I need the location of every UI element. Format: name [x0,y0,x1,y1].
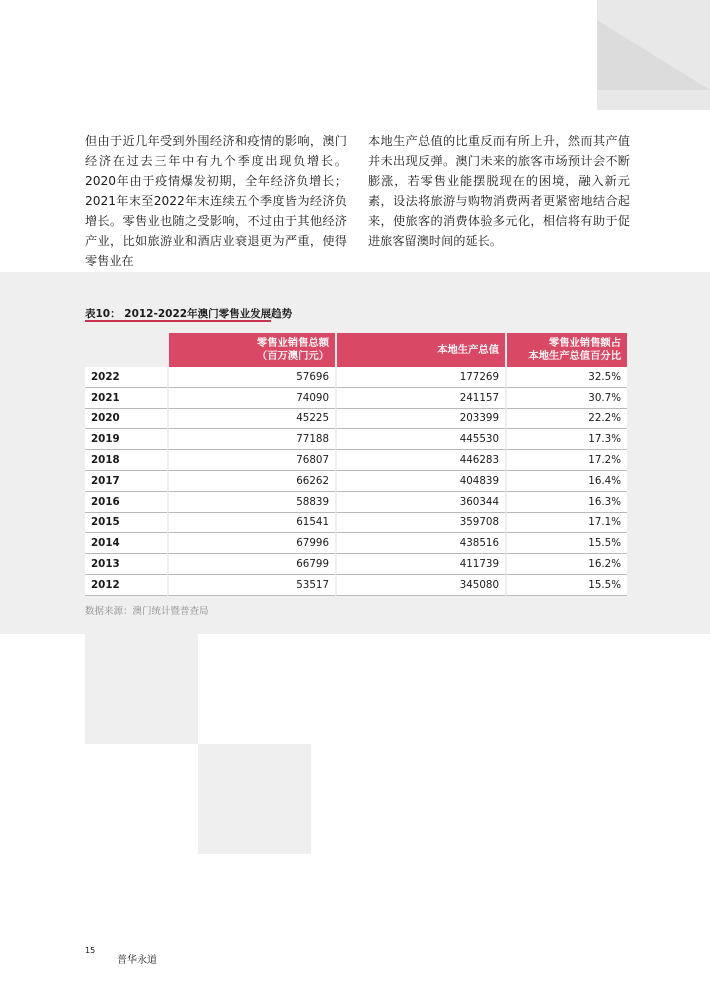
sales-cell: 57696 [167,367,335,388]
gdp-cell: 404839 [335,471,505,492]
sales-cell: 74090 [167,388,335,409]
gdp-cell: 359708 [335,513,505,534]
table-row [85,554,627,575]
sales-cell: 53517 [167,575,335,596]
retail-trend-table [85,333,627,596]
pct-cell: 17.3% [505,429,627,450]
gdp-cell: 177269 [335,367,505,388]
sales-cell: 45225 [167,409,335,430]
pct-cell: 32.5% [505,367,627,388]
table-row [85,367,627,388]
table-body [85,367,627,596]
table-row [85,429,627,450]
body-text-right: 本地生产总值的比重反而有所上升，然而其产值并未出现反弹。澳门未来的旅客市场预计会不断膨涨，若零售业能摆脱现在的困境，融入新元素，设法将旅游与购物消费两者更紧密地结合起来，使旅客的消费体验多元化，相信将有助于促进旅客留澳时间的延长。 [368,134,630,248]
year-cell: 2019 [85,429,167,450]
year-cell: 2018 [85,450,167,471]
gdp-cell: 360344 [335,492,505,513]
table-title: 表10： 2012-2022年澳门零售业发展趋势 [85,308,293,320]
gdp-cell: 445530 [335,429,505,450]
header-blank [85,333,167,367]
pct-cell: 22.2% [505,409,627,430]
corner-decoration-shade [597,20,710,90]
header-pct: 零售业销售额占 本地生产总值百分比 [505,333,627,367]
year-cell: 2017 [85,471,167,492]
sales-cell: 77188 [167,429,335,450]
pct-cell: 15.5% [505,533,627,554]
gdp-cell: 446283 [335,450,505,471]
header-sales: 零售业销售总额 （百万澳门元） [167,333,335,367]
year-cell: 2014 [85,533,167,554]
pct-cell: 17.1% [505,513,627,534]
year-cell: 2016 [85,492,167,513]
table-row [85,575,627,596]
table-row [85,492,627,513]
table-row [85,533,627,554]
gdp-cell: 241157 [335,388,505,409]
sales-cell: 61541 [167,513,335,534]
sales-cell: 66262 [167,471,335,492]
year-cell: 2013 [85,554,167,575]
table-row [85,388,627,409]
bottom-decoration-a [85,634,198,744]
sales-cell: 67996 [167,533,335,554]
gdp-cell: 203399 [335,409,505,430]
header-gdp: 本地生产总值 [335,333,505,367]
sales-cell: 76807 [167,450,335,471]
table-row [85,513,627,534]
brand-name: 普华永道 [117,955,157,966]
table-row [85,450,627,471]
table-row [85,409,627,430]
year-cell: 2022 [85,367,167,388]
year-cell: 2021 [85,388,167,409]
pct-cell: 30.7% [505,388,627,409]
pct-cell: 16.4% [505,471,627,492]
source-note: 数据来源：澳门统计暨普查局 [85,606,209,617]
year-cell: 2015 [85,513,167,534]
table-row [85,471,627,492]
gdp-cell: 345080 [335,575,505,596]
sales-cell: 66799 [167,554,335,575]
gdp-cell: 411739 [335,554,505,575]
pct-cell: 17.2% [505,450,627,471]
pct-cell: 15.5% [505,575,627,596]
table-header-row [85,333,627,367]
body-text-left: 但由于近几年受到外围经济和疫情的影响，澳门经济在过去三年中有九个季度出现负增长。2020年由于疫情爆发初期，全年经济负增长；2021年末至2022年末连续五个季度皆为经济负增长。零售业也随之受影响，不过由于其他经济产业，比如旅游业和酒店业衰退更为严重，使得零售业在 [85,134,347,268]
sales-cell: 58839 [167,492,335,513]
bottom-decoration-b [198,744,311,854]
page-number: 15 [85,946,96,955]
year-cell: 2012 [85,575,167,596]
title-underline [85,320,271,322]
pct-cell: 16.3% [505,492,627,513]
year-cell: 2020 [85,409,167,430]
pct-cell: 16.2% [505,554,627,575]
gdp-cell: 438516 [335,533,505,554]
